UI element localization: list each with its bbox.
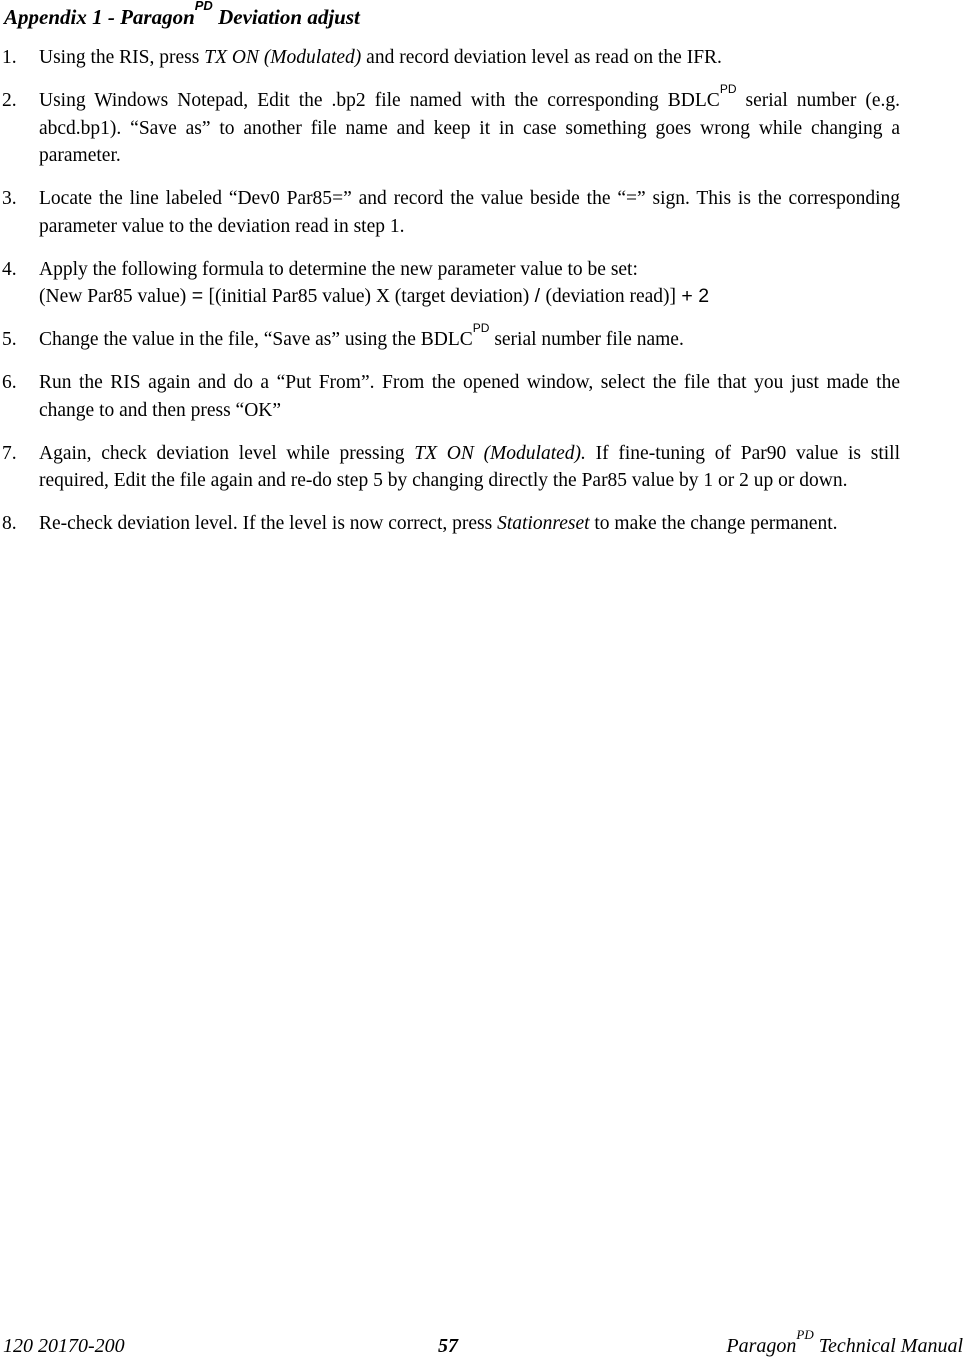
step-text: Run the RIS again and do a “Put From”. From the opened window, select the file that you just made the change to and then press “OK” (39, 372, 900, 421)
equals-sign: = (626, 188, 637, 209)
manual-title-rest: Technical Manual (813, 1335, 963, 1357)
document-number: 120 20170-200 (3, 1335, 125, 1357)
step-text-end: serial number (e.g. abcd.bp1). “Save as” to another file name and keep it in case something goes wrong while changing a parameter. (39, 90, 900, 166)
formula-lhs: (New Par85 value) (39, 286, 187, 307)
steps-list (0, 44, 965, 553)
step-text-end: and record deviation level as read on the IFR. (361, 47, 722, 68)
list-item-step-6 (0, 369, 900, 424)
title-rest: Deviation adjust (212, 5, 360, 29)
list-item-step-1 (0, 44, 900, 72)
step-number: 8. (2, 513, 17, 534)
step-number: 6. (2, 372, 17, 393)
step-number: 3. (2, 188, 17, 209)
step-number: 2. (2, 90, 17, 111)
manual-title (726, 1327, 963, 1360)
formula-denominator: (deviation read)] (545, 286, 677, 307)
formula (39, 283, 900, 311)
step-text-end: ” sign. This is the corresponding parameter value to the deviation read in step 1. (39, 188, 900, 237)
equals-sign: = (332, 188, 344, 209)
list-item-step-2 (0, 82, 900, 170)
step-superscript: PD (719, 82, 737, 96)
page-number: 57 (438, 1335, 458, 1357)
step-text: Change the value in the file, “Save as” using the BDLC (39, 329, 473, 350)
manual-title-superscript: PD (796, 1327, 814, 1342)
step-emphasis: TX ON (Modulated). (414, 442, 586, 464)
step-text: Re-check deviation level. If the level is now correct, press (39, 513, 498, 534)
step-number: 5. (2, 329, 17, 350)
step-text-end: serial number file name. (489, 329, 684, 350)
step-number: 4. (2, 258, 17, 280)
step-emphasis: Stationreset (497, 513, 590, 534)
title-main: Appendix 1 - Paragon (4, 5, 195, 29)
formula-divide: / (529, 285, 546, 307)
step-number: 1. (2, 47, 17, 68)
step-text: Using Windows Notepad, Edit the .bp2 file named with the corresponding BDLC (39, 90, 720, 111)
list-item-step-8 (0, 510, 900, 538)
step-number: 7. (2, 442, 17, 464)
step-text-end: to make the change permanent. (589, 513, 838, 534)
list-item-step-7 (0, 440, 900, 495)
step-text: Using the RIS, press (39, 47, 205, 68)
formula-constant: 2 (698, 285, 710, 307)
step-text-mid: ” and record the value beside the “ (343, 188, 626, 209)
list-item-step-5 (0, 321, 900, 354)
page-footer (0, 1327, 965, 1360)
step-text: Locate the line labeled “Dev0 Par85 (39, 188, 333, 209)
formula-plus: + (676, 285, 699, 307)
step-text-end: If fine-tuning of Par90 value is still required, Edit the file again and re-do step 5 by changing directly the Par85 value by 1 or 2 up or down. (39, 442, 900, 491)
step-text: Again, check deviation level while pressing (39, 442, 415, 464)
page-title (4, 2, 360, 32)
step-emphasis: TX ON (Modulated) (204, 47, 362, 68)
list-item-step-3 (0, 185, 900, 240)
title-superscript: PD (194, 0, 213, 13)
manual-title-main: Paragon (726, 1335, 797, 1357)
formula-equals: = (186, 285, 209, 307)
step-text: Apply the following formula to determine the new parameter value to be set: (39, 258, 638, 280)
step-superscript: PD (472, 321, 490, 335)
list-item-step-4 (0, 256, 900, 311)
formula-numerator: [(initial Par85 value) X (target deviation) (208, 286, 530, 307)
